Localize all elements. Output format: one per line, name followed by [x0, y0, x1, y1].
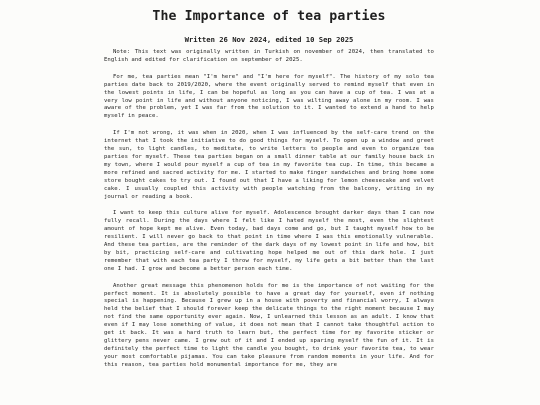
paragraph: For me, tea parties mean "I'm here" and "I'm here for myself". The history of my solo tea parties date back to 2019/2020, where the event originally served to remind myself that even in the lowest points in life, I can be hopeful as long as you can have a cup of tea. I was at a very low point in life and without anyone noticing, I was wilting away alone in my room. I was aware of the problem, yet I was far from the solution to it. I wanted to extend a hand to help myself in peace.	[104, 73, 434, 120]
document-page	[104, 7, 434, 379]
document-title: The Importance of tea parties	[152, 9, 386, 24]
paragraph: If I'm not wrong, it was when in 2020, when I was influenced by the self-care trend on the internet that I took the initiative to do good things for myself. To open up a window and greet the sun, to light candles, to meditate, to write letters to people and even to organize tea parties for myself. These tea parties began on a small dinner table at our family house back in my town, where I would pour myself a cup of tea in my favorite tea cup. In time, this became a more refined and sacred activity for me. I started to make finger sandwiches and bring home some store bought cakes to try out. I found out that I have a liking for lemon cheesecake and velvet cake. I usually coupled this activity with people watching from the balcony, writing in my journal or reading a book.	[104, 130, 434, 200]
paragraph-note: Note: This text was originally written in Turkish on november of 2024, then translated to English and edited for clarification on september of 2025.	[104, 49, 434, 63]
document-body	[104, 49, 434, 370]
paragraph: Another great message this phenomenon holds for me is the importance of not waiting for the perfect moment. It is absolutely possible to have a great day for yourself, even if nothing special is happening. Because I grew up in a house with poverty and financial worry, I always held the belief that I should forever keep the delicate things to the right moment because I may not find the same opportunity ever again. Now, I unlearned this lesson as an adult. I know that even if I may lose something of value, it does not mean that I cannot take thoughtful action to get it back. It was a hard truth to learn but, the perfect time for my favorite sticker or glittery pens never came. I grew out of it and I ended up sparing myself the fun of it. It is definitely the perfect time to light the candle you bought, to drink your favorite tea, to wear your most comfortable pijamas. You can take pleasure from random moments in your life. And for this reason, tea parties hold monumental importance for me, they are	[104, 282, 434, 368]
document-subtitle: Written 26 Nov 2024, edited 10 Sep 2025	[184, 35, 354, 44]
paragraph: I want to keep this culture alive for myself. Adolescence brought darker days than I can now fully recall. During the days where I felt like I hated myself the most, even the slightest amount of hope kept me alive. Even today, bad days come and go, but I taught myself how to be resilient. I will never go back to that point in time where I was this emotionally vulnerable. And these tea parties, are the reminder of the dark days of my lowest point in life and how, bit by bit, practicing self-care and cultivating hope helped me out of this dark hole. I just remember that with each tea party I throw for myself, my life gets a bit better than the last one I had. I grow and become a better person each time.	[104, 210, 434, 272]
